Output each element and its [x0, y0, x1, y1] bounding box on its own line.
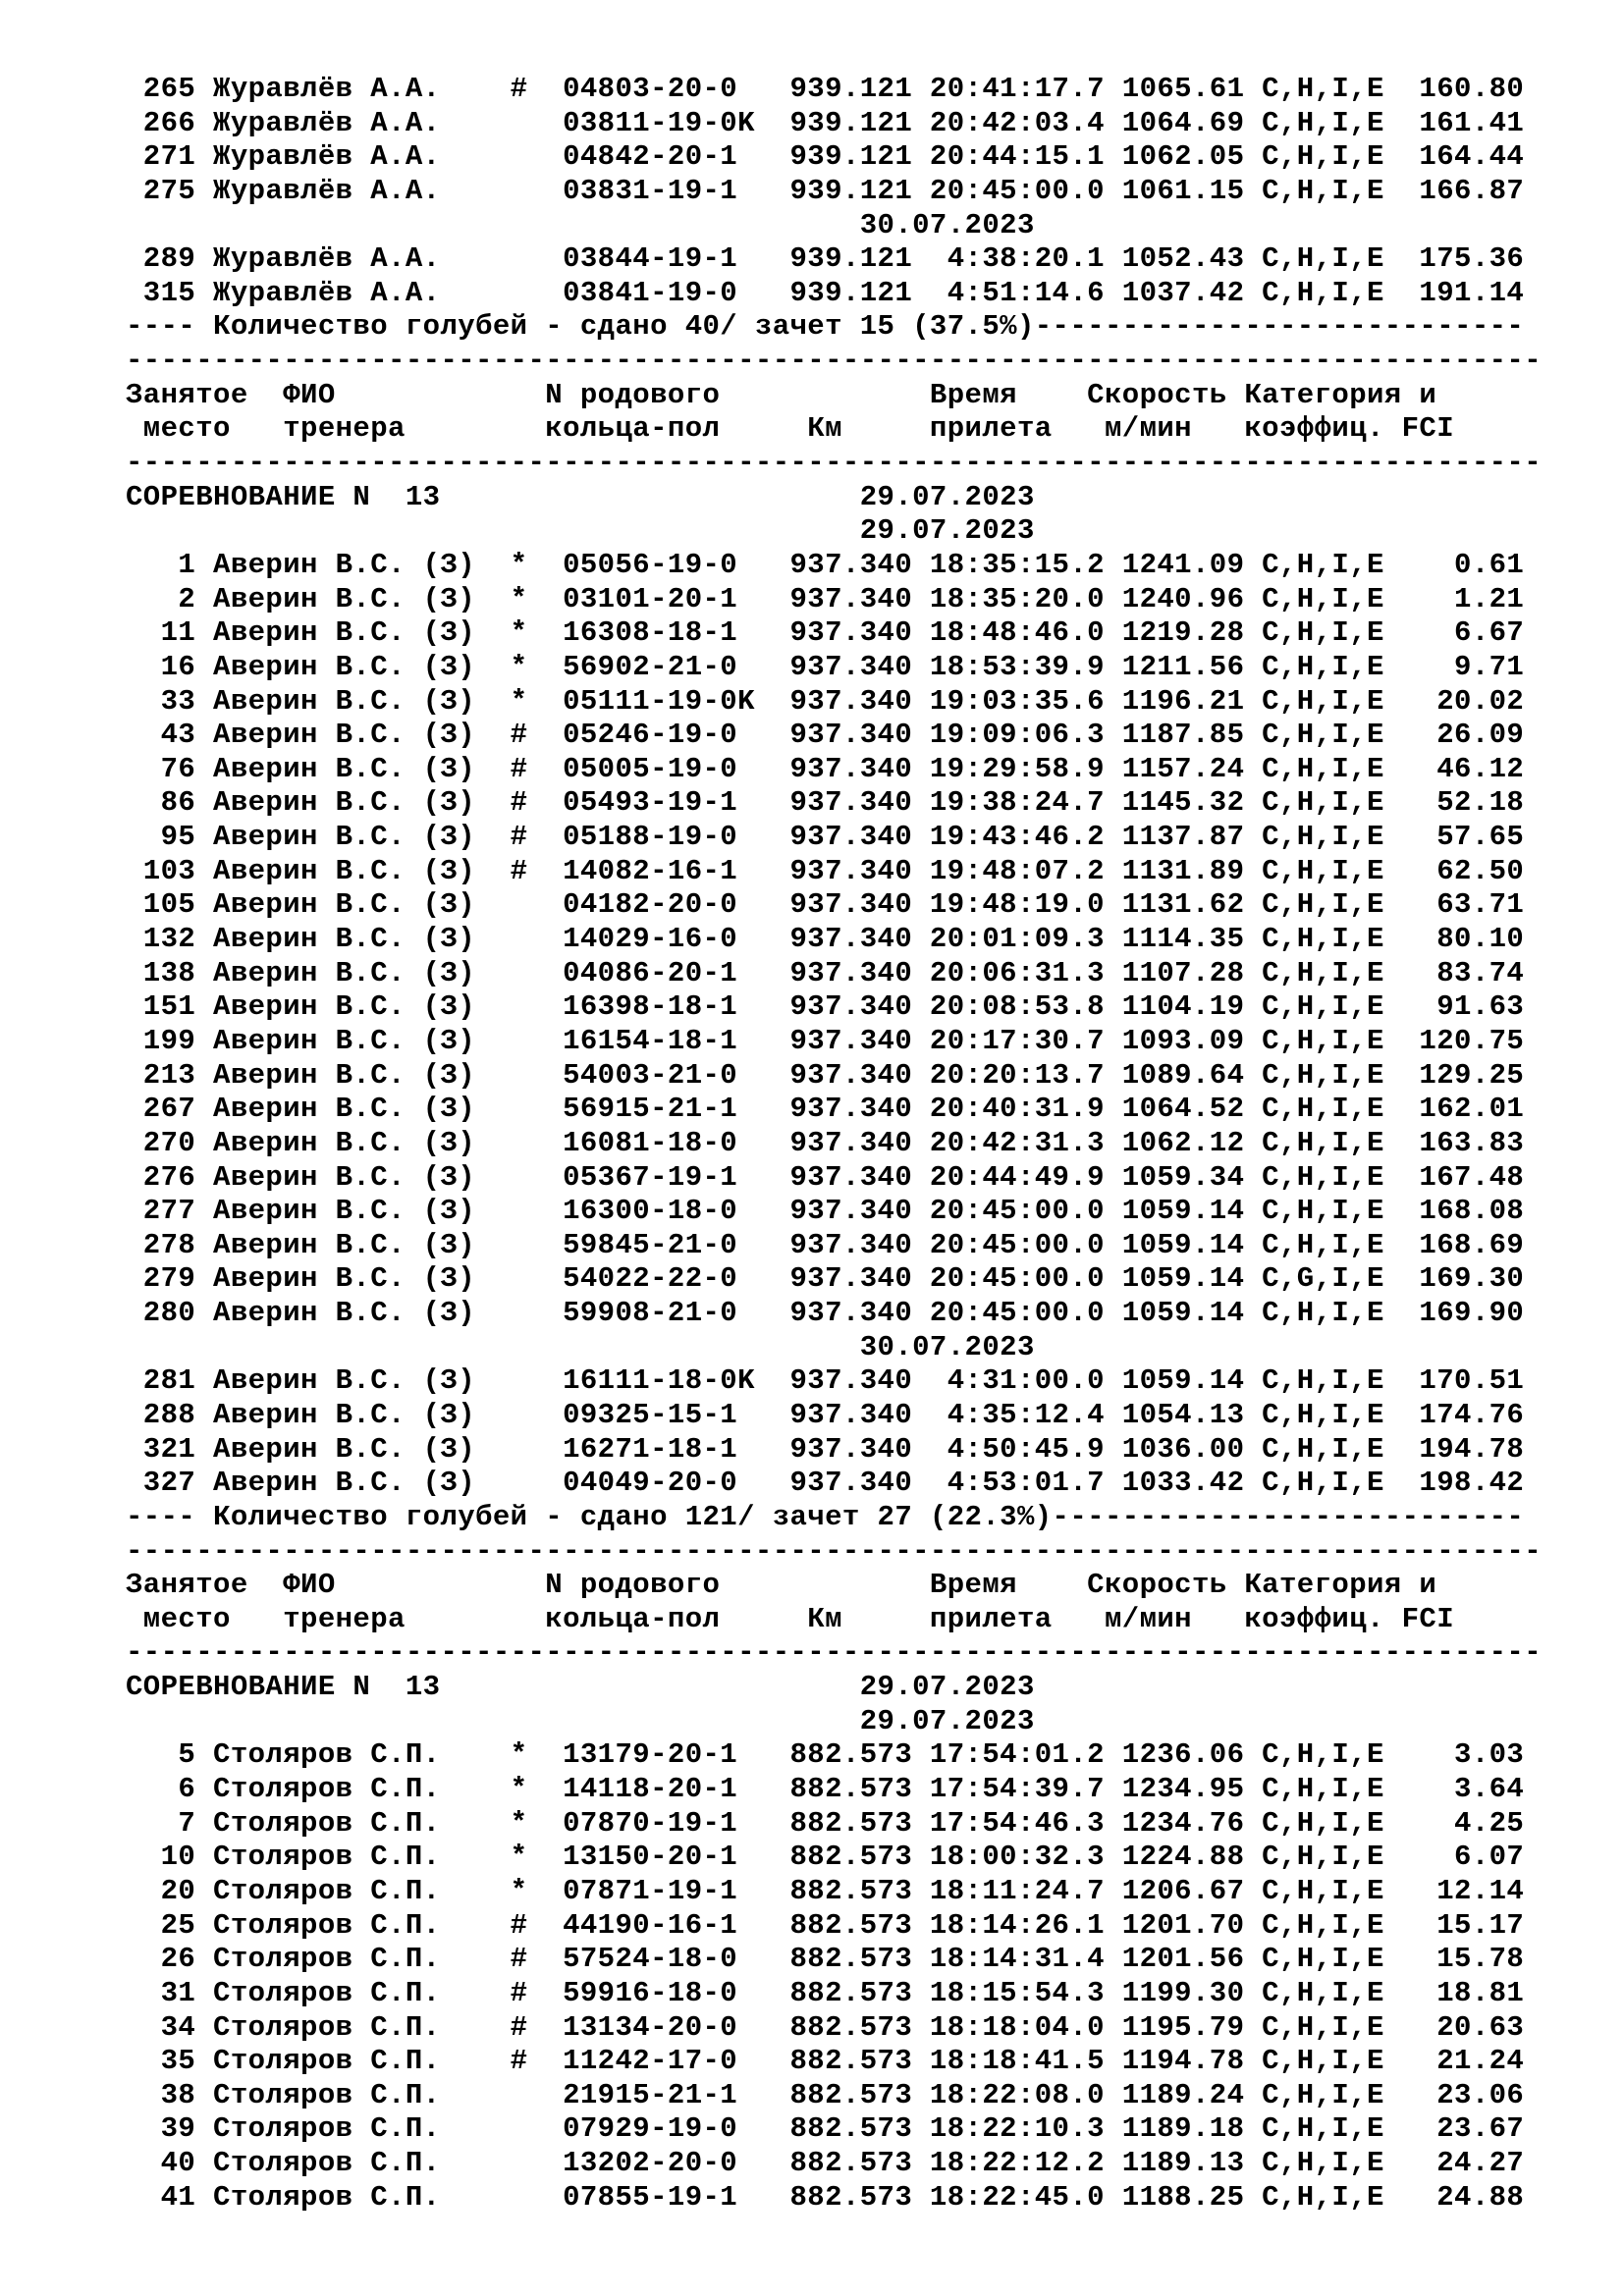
- result-row: 103 Аверин В.С. (З) # 14082-16-1 937.340 19:48:07.2 1131.89 C,H,I,E 62.50: [126, 854, 1525, 887]
- result-row: 38 Столяров С.П. 21915-21-1 882.573 18:22:08.0 1189.24 C,H,I,E 23.06: [126, 2078, 1525, 2111]
- result-row: 20 Столяров С.П. * 07871-19-1 882.573 18:11:24.7 1206.67 C,H,I,E 12.14: [126, 1874, 1525, 1907]
- result-row: 34 Столяров С.П. # 13134-20-0 882.573 18:18:04.0 1195.79 C,H,I,E 20.63: [126, 2010, 1525, 2044]
- result-row: 86 Аверин В.С. (З) # 05493-19-1 937.340 19:38:24.7 1145.32 C,H,I,E 52.18: [126, 786, 1525, 820]
- date-separator: 29.07.2023: [126, 514, 1035, 548]
- result-row: 40 Столяров С.П. 13202-20-0 882.573 18:22:12.2 1189.13 C,H,I,E 24.27: [126, 2147, 1525, 2180]
- date-separator: 29.07.2023: [126, 1704, 1035, 1737]
- summary-line: ---- Количество голубей - сдано 40/ зачет 15 (37.5%)----------------------------: [126, 310, 1525, 344]
- result-row: 288 Аверин В.С. (З) 09325-15-1 937.340 4:35:12.4 1054.13 C,H,I,E 174.76: [126, 1398, 1525, 1431]
- result-row: 265 Журавлёв А.А. # 04803-20-0 939.121 20:41:17.7 1065.61 C,H,I,E 160.80: [126, 73, 1525, 105]
- result-row: 26 Столяров С.П. # 57524-18-0 882.573 18:14:31.4 1201.56 C,H,I,E 15.78: [126, 1943, 1525, 1976]
- result-row: 33 Аверин В.С. (З) * 05111-19-0K 937.340 19:03:35.6 1196.21 C,H,I,E 20.02: [126, 684, 1525, 718]
- competition-line: СОРЕВНОВАНИЕ N 13 29.07.2023: [126, 1671, 1035, 1704]
- date-separator: 30.07.2023: [126, 1330, 1035, 1363]
- result-row: 213 Аверин В.С. (З) 54003-21-0 937.340 20:20:13.7 1089.64 C,H,I,E 129.25: [126, 1058, 1525, 1092]
- result-row: 41 Столяров С.П. 07855-19-1 882.573 18:22:45.0 1188.25 C,H,I,E 24.88: [126, 2180, 1525, 2214]
- results-document: [126, 73, 1542, 2215]
- result-row: 39 Столяров С.П. 07929-19-0 882.573 18:22:10.3 1189.18 C,H,I,E 23.67: [126, 2112, 1525, 2146]
- result-row: 95 Аверин В.С. (З) # 05188-19-0 937.340 19:43:46.2 1137.87 C,H,I,E 57.65: [126, 821, 1525, 854]
- result-row: 279 Аверин В.С. (З) 54022-22-0 937.340 20:45:00.0 1059.14 C,G,I,E 169.30: [126, 1262, 1525, 1296]
- result-row: 281 Аверин В.С. (З) 16111-18-0K 937.340 4:31:00.0 1059.14 C,H,I,E 170.51: [126, 1364, 1525, 1398]
- result-row: 327 Аверин В.С. (З) 04049-20-0 937.340 4:53:01.7 1033.42 C,H,I,E 198.42: [126, 1467, 1525, 1500]
- result-row: 11 Аверин В.С. (З) * 16308-18-1 937.340 18:48:46.0 1219.28 C,H,I,E 6.67: [126, 616, 1525, 650]
- result-row: 267 Аверин В.С. (З) 56915-21-1 937.340 20:40:31.9 1064.52 C,H,I,E 162.01: [126, 1093, 1525, 1126]
- result-row: 35 Столяров С.П. # 11242-17-0 882.573 18:18:41.5 1194.78 C,H,I,E 21.24: [126, 2045, 1525, 2078]
- result-row: 6 Столяров С.П. * 14118-20-1 882.573 17:54:39.7 1234.95 C,H,I,E 3.64: [126, 1773, 1525, 1806]
- result-row: 2 Аверин В.С. (З) * 03101-20-1 937.340 18:35:20.0 1240.96 C,H,I,E 1.21: [126, 582, 1525, 615]
- result-row: 132 Аверин В.С. (З) 14029-16-0 937.340 20:01:09.3 1114.35 C,H,I,E 80.10: [126, 923, 1525, 956]
- result-row: 1 Аверин В.С. (З) * 05056-19-0 937.340 18:35:15.2 1241.09 C,H,I,E 0.61: [126, 548, 1525, 581]
- divider-line: ---------------------------------------------------------------------------------: [126, 447, 1543, 480]
- result-row: 278 Аверин В.С. (З) 59845-21-0 937.340 20:45:00.0 1059.14 C,H,I,E 168.69: [126, 1228, 1525, 1261]
- competition-line: СОРЕВНОВАНИЕ N 13 29.07.2023: [126, 480, 1035, 513]
- result-row: 271 Журавлёв А.А. 04842-20-1 939.121 20:44:15.1 1062.05 C,H,I,E 164.44: [126, 140, 1525, 174]
- result-row: 266 Журавлёв А.А. 03811-19-0K 939.121 20:42:03.4 1064.69 C,H,I,E 161.41: [126, 106, 1525, 139]
- table-header-row-2: место тренера кольца-пол Км прилета м/мин коэффиц. FCI: [126, 1602, 1455, 1635]
- result-row: 275 Журавлёв А.А. 03831-19-1 939.121 20:45:00.0 1061.15 C,H,I,E 166.87: [126, 174, 1525, 207]
- result-row: 270 Аверин В.С. (З) 16081-18-0 937.340 20:42:31.3 1062.12 C,H,I,E 163.83: [126, 1126, 1525, 1159]
- table-header-row-1: Занятое ФИО N родового Время Скорость Категория и: [126, 378, 1437, 411]
- result-row: 5 Столяров С.П. * 13179-20-1 882.573 17:54:01.2 1236.06 C,H,I,E 3.03: [126, 1738, 1525, 1772]
- summary-line: ---- Количество голубей - сдано 121/ зачет 27 (22.3%)---------------------------: [126, 1500, 1525, 1533]
- divider-line: ---------------------------------------------------------------------------------: [126, 345, 1543, 378]
- result-row: 25 Столяров С.П. # 44190-16-1 882.573 18:14:26.1 1201.70 C,H,I,E 15.17: [126, 1908, 1525, 1942]
- result-row: 277 Аверин В.С. (З) 16300-18-0 937.340 20:45:00.0 1059.14 C,H,I,E 168.08: [126, 1195, 1525, 1228]
- result-row: 16 Аверин В.С. (З) * 56902-21-0 937.340 18:53:39.9 1211.56 C,H,I,E 9.71: [126, 650, 1525, 683]
- result-row: 315 Журавлёв А.А. 03841-19-0 939.121 4:51:14.6 1037.42 C,H,I,E 191.14: [126, 276, 1525, 309]
- result-row: 321 Аверин В.С. (З) 16271-18-1 937.340 4:50:45.9 1036.00 C,H,I,E 194.78: [126, 1432, 1525, 1466]
- result-row: 151 Аверин В.С. (З) 16398-18-1 937.340 20:08:53.8 1104.19 C,H,I,E 91.63: [126, 990, 1525, 1024]
- result-row: 138 Аверин В.С. (З) 04086-20-1 937.340 20:06:31.3 1107.28 C,H,I,E 83.74: [126, 956, 1525, 989]
- result-row: 76 Аверин В.С. (З) # 05005-19-0 937.340 19:29:58.9 1157.24 C,H,I,E 46.12: [126, 752, 1525, 785]
- result-row: 289 Журавлёв А.А. 03844-19-1 939.121 4:38:20.1 1052.43 C,H,I,E 175.36: [126, 242, 1525, 276]
- result-row: 43 Аверин В.С. (З) # 05246-19-0 937.340 19:09:06.3 1187.85 C,H,I,E 26.09: [126, 719, 1525, 752]
- result-row: 276 Аверин В.С. (З) 05367-19-1 937.340 20:44:49.9 1059.34 C,H,I,E 167.48: [126, 1160, 1525, 1194]
- table-header-row-2: место тренера кольца-пол Км прилета м/мин коэффиц. FCI: [126, 412, 1455, 446]
- result-row: 10 Столяров С.П. * 13150-20-1 882.573 18:00:32.3 1224.88 C,H,I,E 6.07: [126, 1841, 1525, 1874]
- result-row: 199 Аверин В.С. (З) 16154-18-1 937.340 20:17:30.7 1093.09 C,H,I,E 120.75: [126, 1024, 1525, 1057]
- divider-line: ---------------------------------------------------------------------------------: [126, 1534, 1543, 1568]
- result-row: 105 Аверин В.С. (З) 04182-20-0 937.340 19:48:19.0 1131.62 C,H,I,E 63.71: [126, 888, 1525, 922]
- result-row: 31 Столяров С.П. # 59916-18-0 882.573 18:15:54.3 1199.30 C,H,I,E 18.81: [126, 1976, 1525, 2009]
- divider-line: ---------------------------------------------------------------------------------: [126, 1636, 1543, 1670]
- result-row: 280 Аверин В.С. (З) 59908-21-0 937.340 20:45:00.0 1059.14 C,H,I,E 169.90: [126, 1297, 1525, 1330]
- date-separator: 30.07.2023: [126, 208, 1035, 241]
- table-header-row-1: Занятое ФИО N родового Время Скорость Категория и: [126, 1569, 1437, 1602]
- result-row: 7 Столяров С.П. * 07870-19-1 882.573 17:54:46.3 1234.76 C,H,I,E 4.25: [126, 1806, 1525, 1840]
